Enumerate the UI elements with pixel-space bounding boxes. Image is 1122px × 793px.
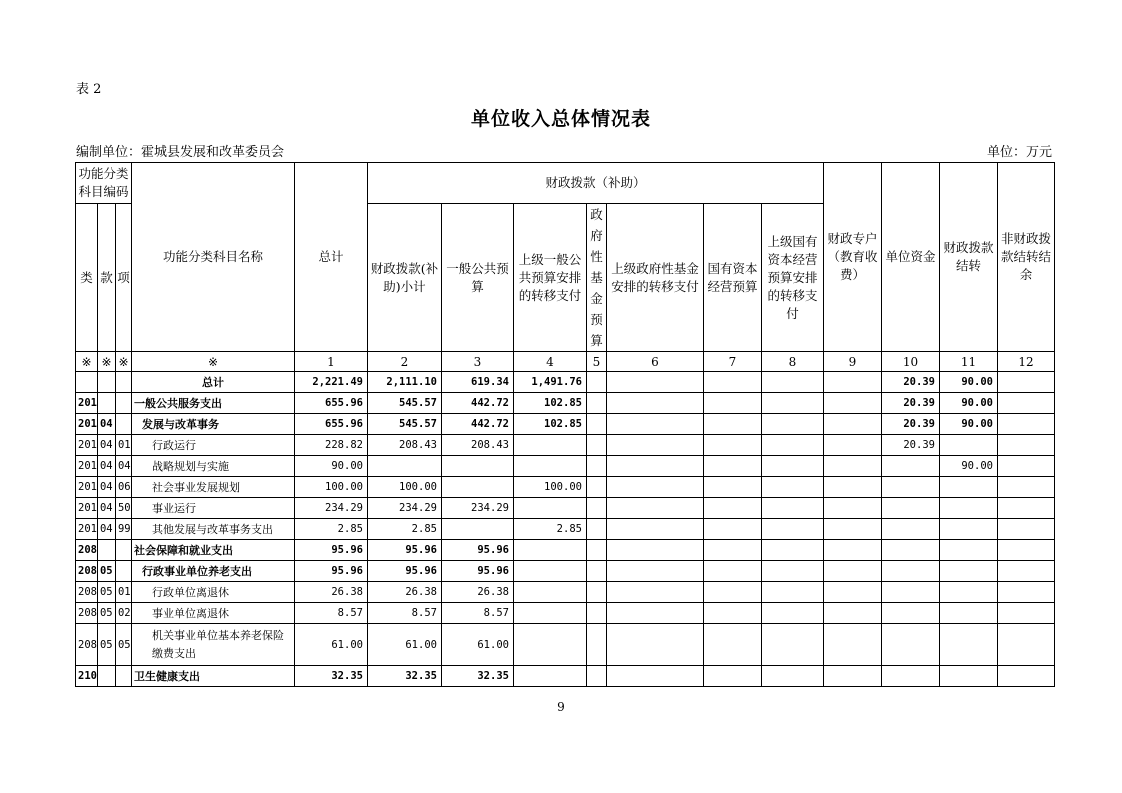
column-index-cell: ※ [76, 352, 98, 372]
value-cell: 8.57 [294, 603, 367, 624]
value-cell [606, 561, 703, 582]
column-index-cell: 10 [881, 352, 939, 372]
value-cell [606, 582, 703, 603]
code-kuan-cell: 04 [97, 477, 115, 498]
header-general-budget: 一般公共预算 [441, 204, 513, 352]
value-cell [513, 435, 586, 456]
code-kuan-cell [97, 666, 115, 687]
subject-name-cell: 事业运行 [131, 498, 294, 519]
value-cell [823, 561, 881, 582]
currency-unit: 单位：万元 [986, 145, 1052, 160]
value-cell: 102.85 [513, 393, 586, 414]
code-xiang-cell: 02 [115, 603, 131, 624]
value-cell [586, 561, 606, 582]
value-cell: 20.39 [881, 393, 939, 414]
value-cell [513, 540, 586, 561]
value-cell [606, 603, 703, 624]
value-cell [703, 477, 761, 498]
code-lei-cell: 208 [76, 603, 98, 624]
column-index-cell: 9 [823, 352, 881, 372]
value-cell [997, 561, 1054, 582]
value-cell [703, 393, 761, 414]
value-cell [997, 372, 1054, 393]
header-nonfiscal-carryover: 非财政拨款结转结余 [997, 163, 1054, 352]
value-cell [606, 540, 703, 561]
value-cell [606, 624, 703, 666]
value-cell [761, 603, 823, 624]
value-cell [761, 372, 823, 393]
value-cell [606, 477, 703, 498]
value-cell [939, 561, 997, 582]
header-fiscal-group: 财政拨款（补助） [367, 163, 823, 204]
value-cell: 2,221.49 [294, 372, 367, 393]
value-cell [513, 498, 586, 519]
table-row [76, 435, 1055, 456]
table-row [76, 666, 1055, 687]
table-row [76, 561, 1055, 582]
table-row [76, 519, 1055, 540]
value-cell [606, 456, 703, 477]
value-cell: 234.29 [294, 498, 367, 519]
value-cell [586, 498, 606, 519]
value-cell: 1,491.76 [513, 372, 586, 393]
value-cell [703, 561, 761, 582]
value-cell: 90.00 [939, 456, 997, 477]
value-cell [513, 582, 586, 603]
header-code-group: 功能分类科目编码 [76, 163, 132, 204]
column-index-cell: 2 [367, 352, 441, 372]
value-cell: 61.00 [294, 624, 367, 666]
page-number: 9 [557, 700, 565, 714]
value-cell [586, 603, 606, 624]
value-cell: 102.85 [513, 414, 586, 435]
code-xiang-cell: 99 [115, 519, 131, 540]
value-cell [761, 435, 823, 456]
code-lei-cell: 201 [76, 477, 98, 498]
value-cell [441, 519, 513, 540]
value-cell: 208.43 [441, 435, 513, 456]
value-cell [513, 456, 586, 477]
column-index-cell: ※ [131, 352, 294, 372]
value-cell [586, 582, 606, 603]
value-cell [586, 519, 606, 540]
subject-name-cell: 一般公共服务支出 [131, 393, 294, 414]
code-lei-cell [76, 372, 98, 393]
value-cell [823, 603, 881, 624]
code-xiang-cell: 01 [115, 435, 131, 456]
value-cell [997, 435, 1054, 456]
value-cell [997, 456, 1054, 477]
value-cell [761, 456, 823, 477]
header-state-capital-budget: 国有资本经营预算 [703, 204, 761, 352]
value-cell: 2.85 [513, 519, 586, 540]
table-row [76, 624, 1055, 666]
subject-name-cell: 其他发展与改革事务支出 [131, 519, 294, 540]
value-cell [823, 519, 881, 540]
column-index-cell: ※ [97, 352, 115, 372]
value-cell: 32.35 [367, 666, 441, 687]
code-kuan-cell: 04 [97, 435, 115, 456]
value-cell [586, 477, 606, 498]
code-kuan-cell: 05 [97, 582, 115, 603]
value-cell [997, 498, 1054, 519]
value-cell: 545.57 [367, 414, 441, 435]
value-cell: 26.38 [294, 582, 367, 603]
header-fiscal-carryover: 财政拨款结转 [939, 163, 997, 352]
subject-name-cell: 总计 [131, 372, 294, 393]
value-cell: 95.96 [441, 540, 513, 561]
value-cell [761, 540, 823, 561]
header-fiscal-subtotal: 财政拨款(补助)小计 [367, 204, 441, 352]
value-cell [586, 414, 606, 435]
value-cell: 234.29 [367, 498, 441, 519]
table-body [76, 372, 1055, 687]
code-kuan-cell: 05 [97, 624, 115, 666]
value-cell: 90.00 [939, 372, 997, 393]
code-xiang-cell [115, 414, 131, 435]
code-kuan-cell: 05 [97, 603, 115, 624]
value-cell: 442.72 [441, 414, 513, 435]
value-cell [997, 393, 1054, 414]
value-cell [881, 456, 939, 477]
code-xiang-cell: 04 [115, 456, 131, 477]
value-cell [823, 393, 881, 414]
column-index-cell: 1 [294, 352, 367, 372]
value-cell [761, 582, 823, 603]
subject-name-cell: 发展与改革事务 [131, 414, 294, 435]
value-cell [606, 393, 703, 414]
value-cell [441, 477, 513, 498]
value-cell [367, 456, 441, 477]
code-kuan-cell [97, 372, 115, 393]
compiling-unit: 编制单位：霍城县发展和改革委员会 [76, 145, 285, 160]
value-cell: 655.96 [294, 393, 367, 414]
value-cell: 32.35 [294, 666, 367, 687]
value-cell [761, 666, 823, 687]
header-kuan: 款 [97, 204, 115, 352]
subject-name-cell: 事业单位离退休 [131, 603, 294, 624]
header-xiang: 项 [115, 204, 131, 352]
value-cell: 2.85 [294, 519, 367, 540]
code-lei-cell: 210 [76, 666, 98, 687]
table-row [76, 477, 1055, 498]
value-cell: 90.00 [294, 456, 367, 477]
value-cell: 32.35 [441, 666, 513, 687]
code-xiang-cell: 50 [115, 498, 131, 519]
subject-name-cell: 行政单位离退休 [131, 582, 294, 603]
code-lei-cell: 208 [76, 540, 98, 561]
value-cell [586, 456, 606, 477]
table-label: 表 2 [76, 82, 102, 97]
value-cell [939, 624, 997, 666]
code-lei-cell: 201 [76, 519, 98, 540]
value-cell [823, 498, 881, 519]
value-cell: 100.00 [513, 477, 586, 498]
value-cell: 442.72 [441, 393, 513, 414]
value-cell [761, 624, 823, 666]
header-lei: 类 [76, 204, 98, 352]
value-cell: 2.85 [367, 519, 441, 540]
value-cell [513, 561, 586, 582]
column-index-cell: 6 [606, 352, 703, 372]
value-cell [881, 561, 939, 582]
code-lei-cell: 208 [76, 582, 98, 603]
code-xiang-cell [115, 372, 131, 393]
code-lei-cell: 208 [76, 561, 98, 582]
value-cell [586, 372, 606, 393]
value-cell [606, 414, 703, 435]
code-xiang-cell [115, 561, 131, 582]
table-row [76, 603, 1055, 624]
value-cell: 95.96 [294, 561, 367, 582]
value-cell [881, 582, 939, 603]
value-cell [823, 456, 881, 477]
value-cell: 90.00 [939, 393, 997, 414]
value-cell [703, 603, 761, 624]
value-cell: 234.29 [441, 498, 513, 519]
value-cell [761, 561, 823, 582]
value-cell: 95.96 [294, 540, 367, 561]
value-cell [997, 666, 1054, 687]
value-cell [586, 666, 606, 687]
value-cell [586, 393, 606, 414]
value-cell [997, 582, 1054, 603]
header-unit-funds: 单位资金 [881, 163, 939, 352]
value-cell [939, 540, 997, 561]
code-lei-cell: 201 [76, 498, 98, 519]
column-index-cell: 7 [703, 352, 761, 372]
code-lei-cell: 201 [76, 414, 98, 435]
value-cell [823, 435, 881, 456]
value-cell [761, 519, 823, 540]
value-cell: 100.00 [294, 477, 367, 498]
column-index-row [76, 352, 1055, 372]
value-cell [606, 519, 703, 540]
value-cell [513, 666, 586, 687]
value-cell [939, 435, 997, 456]
value-cell: 95.96 [367, 540, 441, 561]
value-cell [997, 624, 1054, 666]
page-title: 单位收入总体情况表 [470, 108, 651, 130]
value-cell [823, 540, 881, 561]
value-cell [997, 414, 1054, 435]
value-cell: 20.39 [881, 414, 939, 435]
header-upper-general-transfer: 上级一般公共预算安排的转移支付 [513, 204, 586, 352]
value-cell [823, 582, 881, 603]
table-row [76, 540, 1055, 561]
table-row [76, 582, 1055, 603]
value-cell [703, 519, 761, 540]
code-xiang-cell [115, 540, 131, 561]
table-row [76, 456, 1055, 477]
value-cell [939, 603, 997, 624]
subject-name-cell: 行政运行 [131, 435, 294, 456]
value-cell [586, 435, 606, 456]
value-cell [606, 498, 703, 519]
value-cell [703, 582, 761, 603]
value-cell [823, 414, 881, 435]
value-cell [939, 582, 997, 603]
column-index-cell: 3 [441, 352, 513, 372]
value-cell [586, 624, 606, 666]
value-cell: 95.96 [367, 561, 441, 582]
value-cell [606, 435, 703, 456]
value-cell [441, 456, 513, 477]
code-xiang-cell [115, 393, 131, 414]
value-cell [606, 372, 703, 393]
value-cell [881, 540, 939, 561]
column-index-cell: 5 [586, 352, 606, 372]
value-cell [703, 435, 761, 456]
value-cell [703, 540, 761, 561]
value-cell [703, 498, 761, 519]
value-cell [997, 540, 1054, 561]
value-cell [939, 519, 997, 540]
value-cell [881, 519, 939, 540]
header-upper-gov-fund-transfer: 上级政府性基金安排的转移支付 [606, 204, 703, 352]
value-cell: 545.57 [367, 393, 441, 414]
value-cell: 61.00 [367, 624, 441, 666]
code-kuan-cell: 04 [97, 414, 115, 435]
value-cell [881, 624, 939, 666]
value-cell [761, 414, 823, 435]
value-cell: 8.57 [367, 603, 441, 624]
subject-name-cell: 社会保障和就业支出 [131, 540, 294, 561]
value-cell [513, 603, 586, 624]
value-cell: 619.34 [441, 372, 513, 393]
header-total: 总计 [294, 163, 367, 352]
subject-name-cell: 社会事业发展规划 [131, 477, 294, 498]
header-gov-fund-budget: 政府性基金预算 [586, 204, 606, 352]
value-cell: 61.00 [441, 624, 513, 666]
code-lei-cell: 201 [76, 393, 98, 414]
value-cell: 100.00 [367, 477, 441, 498]
value-cell [997, 603, 1054, 624]
header-name: 功能分类科目名称 [131, 163, 294, 352]
code-kuan-cell: 04 [97, 519, 115, 540]
code-kuan-cell: 04 [97, 498, 115, 519]
value-cell [513, 624, 586, 666]
code-lei-cell: 201 [76, 456, 98, 477]
value-cell: 20.39 [881, 435, 939, 456]
value-cell: 95.96 [441, 561, 513, 582]
value-cell: 208.43 [367, 435, 441, 456]
value-cell [703, 456, 761, 477]
value-cell [881, 666, 939, 687]
value-cell: 8.57 [441, 603, 513, 624]
code-xiang-cell: 01 [115, 582, 131, 603]
code-kuan-cell: 05 [97, 561, 115, 582]
value-cell [823, 624, 881, 666]
code-kuan-cell: 04 [97, 456, 115, 477]
code-xiang-cell: 05 [115, 624, 131, 666]
value-cell: 655.96 [294, 414, 367, 435]
table-row [76, 372, 1055, 393]
subject-name-cell: 战略规划与实施 [131, 456, 294, 477]
value-cell [586, 540, 606, 561]
value-cell [606, 666, 703, 687]
value-cell [761, 393, 823, 414]
subject-name-cell: 机关事业单位基本养老保险缴费支出 [131, 624, 294, 666]
value-cell [881, 498, 939, 519]
table-row [76, 393, 1055, 414]
value-cell [881, 477, 939, 498]
value-cell [823, 477, 881, 498]
value-cell [939, 477, 997, 498]
value-cell [761, 498, 823, 519]
value-cell: 20.39 [881, 372, 939, 393]
value-cell: 2,111.10 [367, 372, 441, 393]
table-row [76, 414, 1055, 435]
value-cell [761, 477, 823, 498]
value-cell: 228.82 [294, 435, 367, 456]
header-upper-state-capital-transfer: 上级国有资本经营预算安排的转移支付 [761, 204, 823, 352]
column-index-cell: 12 [997, 352, 1054, 372]
subject-name-cell: 卫生健康支出 [131, 666, 294, 687]
value-cell [823, 666, 881, 687]
value-cell [997, 477, 1054, 498]
value-cell [997, 519, 1054, 540]
code-kuan-cell [97, 540, 115, 561]
code-xiang-cell: 06 [115, 477, 131, 498]
column-index-cell: ※ [115, 352, 131, 372]
value-cell [703, 666, 761, 687]
value-cell [881, 603, 939, 624]
income-table [75, 162, 1055, 687]
column-index-cell: 8 [761, 352, 823, 372]
value-cell: 26.38 [367, 582, 441, 603]
value-cell [823, 372, 881, 393]
code-lei-cell: 208 [76, 624, 98, 666]
subject-name-cell: 行政事业单位养老支出 [131, 561, 294, 582]
value-cell [703, 624, 761, 666]
column-index-cell: 4 [513, 352, 586, 372]
value-cell [703, 414, 761, 435]
value-cell: 26.38 [441, 582, 513, 603]
value-cell [939, 498, 997, 519]
code-kuan-cell [97, 393, 115, 414]
column-index-cell: 11 [939, 352, 997, 372]
value-cell [703, 372, 761, 393]
value-cell: 90.00 [939, 414, 997, 435]
code-xiang-cell [115, 666, 131, 687]
code-lei-cell: 201 [76, 435, 98, 456]
table-row [76, 498, 1055, 519]
header-fiscal-special: 财政专户（教育收费） [823, 163, 881, 352]
value-cell [939, 666, 997, 687]
